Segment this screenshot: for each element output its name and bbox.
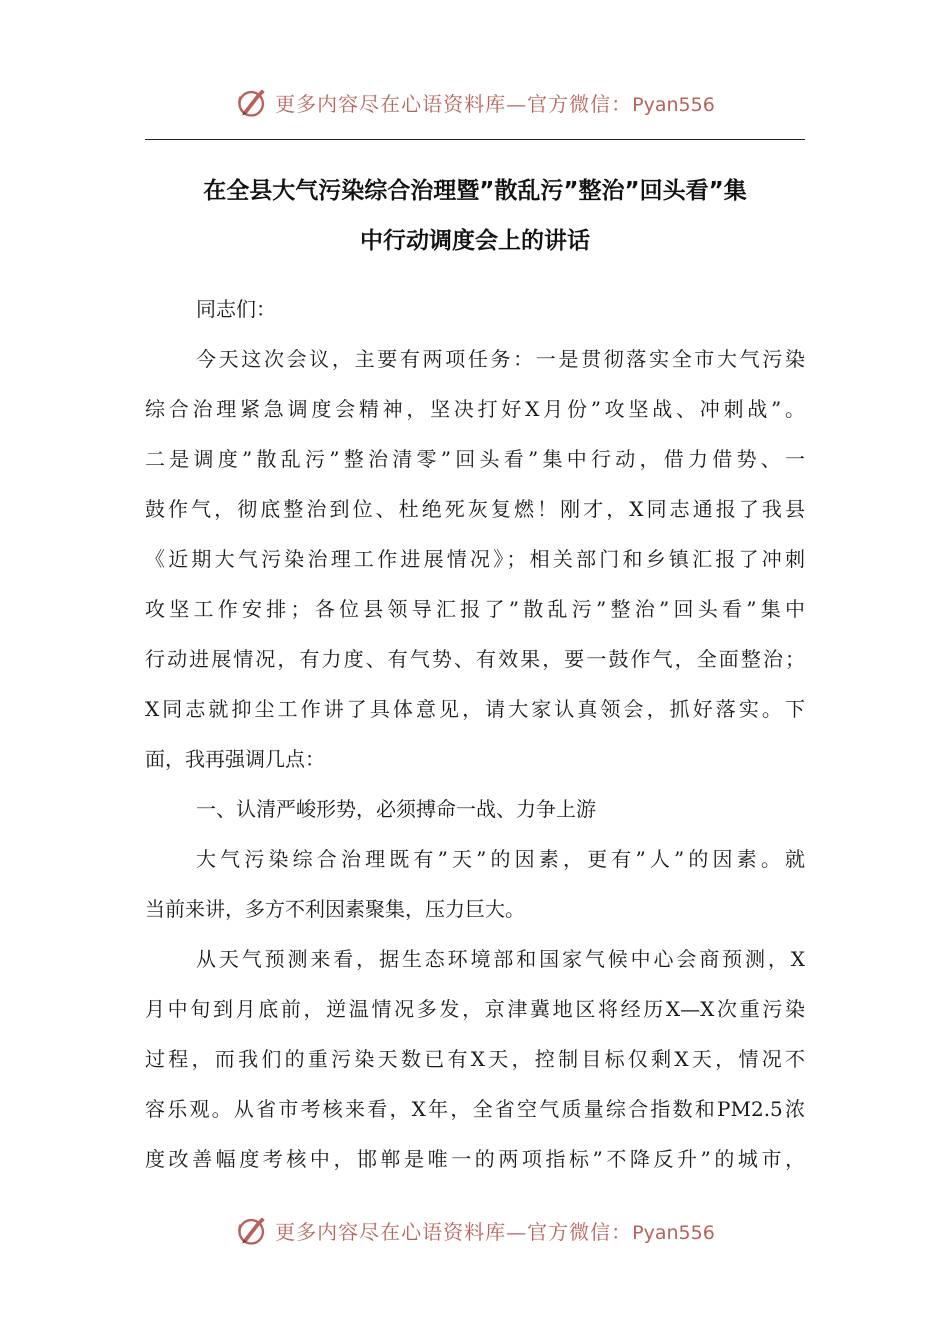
body-line: 今天这次会议，主要有两项任务：一是贯彻落实全市大气污染 [196,347,805,371]
body-line: X同志就抑尘工作讲了具体意见，请大家认真领会，抓好落实。下 [145,697,805,721]
body-line: 度改善幅度考核中，邯郸是唯一的两项指标”不降反升”的城市， [145,1147,805,1171]
header-banner [0,82,950,122]
body-line: 月中旬到月底前，逆温情况多发，京津冀地区将经历X—X次重污染 [145,997,805,1021]
salutation: 同志们： [196,297,276,321]
body-line: 鼓作气，彻底整治到位、杜绝死灰复燃！刚才，X同志通报了我县 [145,497,805,521]
body-line: 《近期大气污染治理工作进展情况》；相关部门和乡镇汇报了冲刺 [145,547,805,571]
footer-wechat-id: Pyan556 [632,1221,715,1244]
header-divider [145,139,805,140]
body-line: 从天气预测来看，据生态环境部和国家气候中心会商预测，X [196,947,805,971]
body-line: 过程，而我们的重污染天数已有X天，控制目标仅剩X天，情况不 [145,1047,805,1071]
document-title-line-1: 在全县大气污染综合治理暨”散乱污”整治”回头看”集 [203,178,747,204]
footer-banner [0,1210,950,1250]
body-line: 综合治理紧急调度会精神，坚决打好X月份”攻坚战、冲刺战”。 [145,397,805,421]
footer-banner-text: 更多内容尽在心语资料库—官方微信：Pyan556 [275,1219,715,1244]
body-line: 大气污染综合治理既有”天”的因素，更有”人”的因素。就 [196,847,805,871]
body-line: 二是调度”散乱污”整治清零”回头看”集中行动，借力借势、一 [145,447,805,471]
pen-logo-icon [235,84,271,120]
body-line: 行动进展情况，有力度、有气势、有效果，要一鼓作气，全面整治； [145,647,805,671]
body-line: 容乐观。从省市考核来看，X年，全省空气质量综合指数和PM2.5浓 [145,1097,805,1121]
section-heading: 一、认清严峻形势，必须搏命一战、力争上游 [196,797,596,821]
pen-logo-icon [235,1212,271,1248]
body-line: 当前来讲，多方不利因素聚集，压力巨大。 [145,897,525,921]
header-banner-text: 更多内容尽在心语资料库—官方微信：Pyan556 [275,91,715,116]
header-wechat-id: Pyan556 [632,93,715,116]
body-line: 面，我再强调几点： [145,747,325,771]
body-line: 攻坚工作安排；各位县领导汇报了”散乱污”整治”回头看”集中 [145,597,805,621]
document-title-line-2: 中行动调度会上的讲话 [360,228,590,254]
